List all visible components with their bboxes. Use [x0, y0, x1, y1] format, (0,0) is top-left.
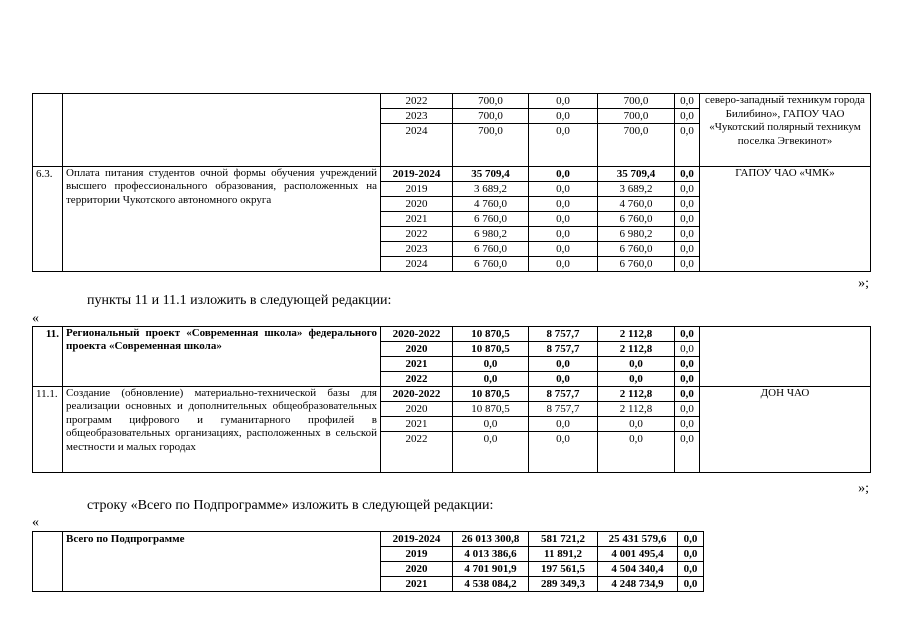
year-cell: 2022	[381, 94, 453, 109]
other-cell: 0,0	[675, 242, 700, 257]
desc-cell	[63, 94, 381, 167]
item-number: 6.3.	[33, 167, 63, 272]
total-cell: 6 760,0	[453, 257, 529, 272]
regional-cell: 4 504 340,4	[598, 562, 678, 577]
closing-quote: »;	[858, 276, 869, 291]
year-cell: 2020	[381, 402, 453, 417]
other-cell: 0,0	[678, 577, 704, 592]
total-cell: 35 709,4	[453, 167, 529, 182]
opening-quote: «	[32, 311, 39, 326]
total-cell: 6 980,2	[453, 227, 529, 242]
num-cell	[33, 532, 63, 592]
opening-quote: «	[32, 515, 39, 530]
responsible-cell: северо-западный техникум города Билибино», ГАПОУ ЧАО «Чукотский полярный техникум поселка Эгвекинот»	[700, 94, 871, 167]
federal-cell: 0,0	[529, 94, 598, 109]
federal-cell: 11 891,2	[529, 547, 598, 562]
table-row	[33, 327, 871, 342]
regional-cell: 0,0	[598, 432, 675, 473]
item-description: Создание (обновление) материально-технической базы для реализации основных и дополнительных общеобразовательных программ цифрового и гуманитарного профилей в общеобразовательных организациях, расположенных в сельской местности и малых городах	[63, 387, 381, 473]
federal-cell: 8 757,7	[529, 387, 598, 402]
other-cell: 0,0	[675, 94, 700, 109]
federal-cell: 0,0	[529, 182, 598, 197]
other-cell: 0,0	[675, 357, 700, 372]
table-total-subprogramme	[32, 531, 704, 592]
regional-cell: 2 112,8	[598, 342, 675, 357]
regional-cell: 4 001 495,4	[598, 547, 678, 562]
amendment-paragraph: строку «Всего по Подпрограмме» изложить в следующей редакции:	[87, 498, 494, 513]
regional-cell: 6 760,0	[598, 242, 675, 257]
regional-cell: 2 112,8	[598, 327, 675, 342]
responsible-cell: ГАПОУ ЧАО «ЧМК»	[700, 167, 871, 272]
total-cell: 6 760,0	[453, 212, 529, 227]
total-cell: 0,0	[453, 432, 529, 473]
num-cell	[33, 94, 63, 167]
year-cell: 2021	[381, 212, 453, 227]
federal-cell: 8 757,7	[529, 342, 598, 357]
federal-cell: 8 757,7	[529, 327, 598, 342]
other-cell: 0,0	[675, 109, 700, 124]
regional-cell: 0,0	[598, 357, 675, 372]
other-cell: 0,0	[675, 212, 700, 227]
closing-quote: »;	[858, 481, 869, 496]
regional-cell: 700,0	[598, 124, 675, 167]
regional-cell: 35 709,4	[598, 167, 675, 182]
other-cell: 0,0	[678, 562, 704, 577]
other-cell: 0,0	[675, 372, 700, 387]
total-cell: 4 013 386,6	[453, 547, 529, 562]
federal-cell: 0,0	[529, 432, 598, 473]
total-cell: 4 538 084,2	[453, 577, 529, 592]
total-cell: 10 870,5	[453, 327, 529, 342]
regional-cell: 0,0	[598, 417, 675, 432]
federal-cell: 581 721,2	[529, 532, 598, 547]
other-cell: 0,0	[675, 167, 700, 182]
total-cell: 0,0	[453, 372, 529, 387]
federal-cell: 0,0	[529, 227, 598, 242]
amendment-paragraph: пункты 11 и 11.1 изложить в следующей редакции:	[87, 293, 392, 308]
year-cell: 2020	[381, 562, 453, 577]
other-cell: 0,0	[675, 342, 700, 357]
total-cell: 4 760,0	[453, 197, 529, 212]
federal-cell: 0,0	[529, 257, 598, 272]
federal-cell: 0,0	[529, 372, 598, 387]
other-cell: 0,0	[675, 197, 700, 212]
regional-cell: 2 112,8	[598, 387, 675, 402]
year-cell: 2019-2024	[381, 532, 453, 547]
year-cell: 2020-2022	[381, 387, 453, 402]
federal-cell: 0,0	[529, 124, 598, 167]
regional-cell: 700,0	[598, 109, 675, 124]
federal-cell: 0,0	[529, 417, 598, 432]
federal-cell: 0,0	[529, 357, 598, 372]
total-cell: 700,0	[453, 124, 529, 167]
other-cell: 0,0	[675, 182, 700, 197]
year-cell: 2019	[381, 547, 453, 562]
year-cell: 2020-2022	[381, 327, 453, 342]
regional-cell: 6 980,2	[598, 227, 675, 242]
total-cell: 6 760,0	[453, 242, 529, 257]
other-cell: 0,0	[675, 327, 700, 342]
year-cell: 2023	[381, 109, 453, 124]
federal-cell: 0,0	[529, 197, 598, 212]
total-cell: 0,0	[453, 417, 529, 432]
regional-cell: 4 248 734,9	[598, 577, 678, 592]
total-cell: 0,0	[453, 357, 529, 372]
regional-cell: 6 760,0	[598, 257, 675, 272]
year-cell: 2023	[381, 242, 453, 257]
federal-cell: 197 561,5	[529, 562, 598, 577]
item-description: Региональный проект «Современная школа» федерального проекта «Современная школа»	[63, 327, 381, 387]
regional-cell: 700,0	[598, 94, 675, 109]
total-cell: 26 013 300,8	[453, 532, 529, 547]
year-cell: 2020	[381, 342, 453, 357]
regional-cell: 4 760,0	[598, 197, 675, 212]
table-row	[33, 387, 871, 402]
table-programme-part2	[32, 326, 871, 473]
responsible-cell	[700, 327, 871, 387]
other-cell: 0,0	[675, 432, 700, 473]
federal-cell: 0,0	[529, 167, 598, 182]
regional-cell: 25 431 579,6	[598, 532, 678, 547]
year-cell: 2021	[381, 357, 453, 372]
regional-cell: 6 760,0	[598, 212, 675, 227]
regional-cell: 3 689,2	[598, 182, 675, 197]
item-description: Оплата питания студентов очной формы обучения учреждений высшего профессионального образования, расположенных на территории Чукотского автономного округа	[63, 167, 381, 272]
total-cell: 10 870,5	[453, 402, 529, 417]
year-cell: 2024	[381, 124, 453, 167]
year-cell: 2021	[381, 577, 453, 592]
year-cell: 2020	[381, 197, 453, 212]
other-cell: 0,0	[678, 547, 704, 562]
total-cell: 4 701 901,9	[453, 562, 529, 577]
year-cell: 2022	[381, 432, 453, 473]
federal-cell: 8 757,7	[529, 402, 598, 417]
regional-cell: 0,0	[598, 372, 675, 387]
item-number: 11.1.	[33, 387, 63, 473]
table-row	[33, 167, 871, 182]
total-cell: 10 870,5	[453, 342, 529, 357]
other-cell: 0,0	[678, 532, 704, 547]
regional-cell: 2 112,8	[598, 402, 675, 417]
table-row	[33, 532, 704, 547]
year-cell: 2024	[381, 257, 453, 272]
other-cell: 0,0	[675, 227, 700, 242]
table-row	[33, 94, 871, 109]
other-cell: 0,0	[675, 124, 700, 167]
item-number: 11.	[33, 327, 63, 387]
total-cell: 700,0	[453, 94, 529, 109]
federal-cell: 0,0	[529, 109, 598, 124]
total-cell: 3 689,2	[453, 182, 529, 197]
other-cell: 0,0	[675, 417, 700, 432]
other-cell: 0,0	[675, 402, 700, 417]
year-cell: 2022	[381, 372, 453, 387]
year-cell: 2022	[381, 227, 453, 242]
total-cell: 700,0	[453, 109, 529, 124]
total-cell: 10 870,5	[453, 387, 529, 402]
other-cell: 0,0	[675, 257, 700, 272]
year-cell: 2019	[381, 182, 453, 197]
responsible-cell: ДОН ЧАО	[700, 387, 871, 473]
federal-cell: 0,0	[529, 212, 598, 227]
table-programme-part1	[32, 93, 871, 272]
federal-cell: 0,0	[529, 242, 598, 257]
other-cell: 0,0	[675, 387, 700, 402]
federal-cell: 289 349,3	[529, 577, 598, 592]
total-label: Всего по Подпрограмме	[63, 532, 381, 592]
year-cell: 2019-2024	[381, 167, 453, 182]
year-cell: 2021	[381, 417, 453, 432]
